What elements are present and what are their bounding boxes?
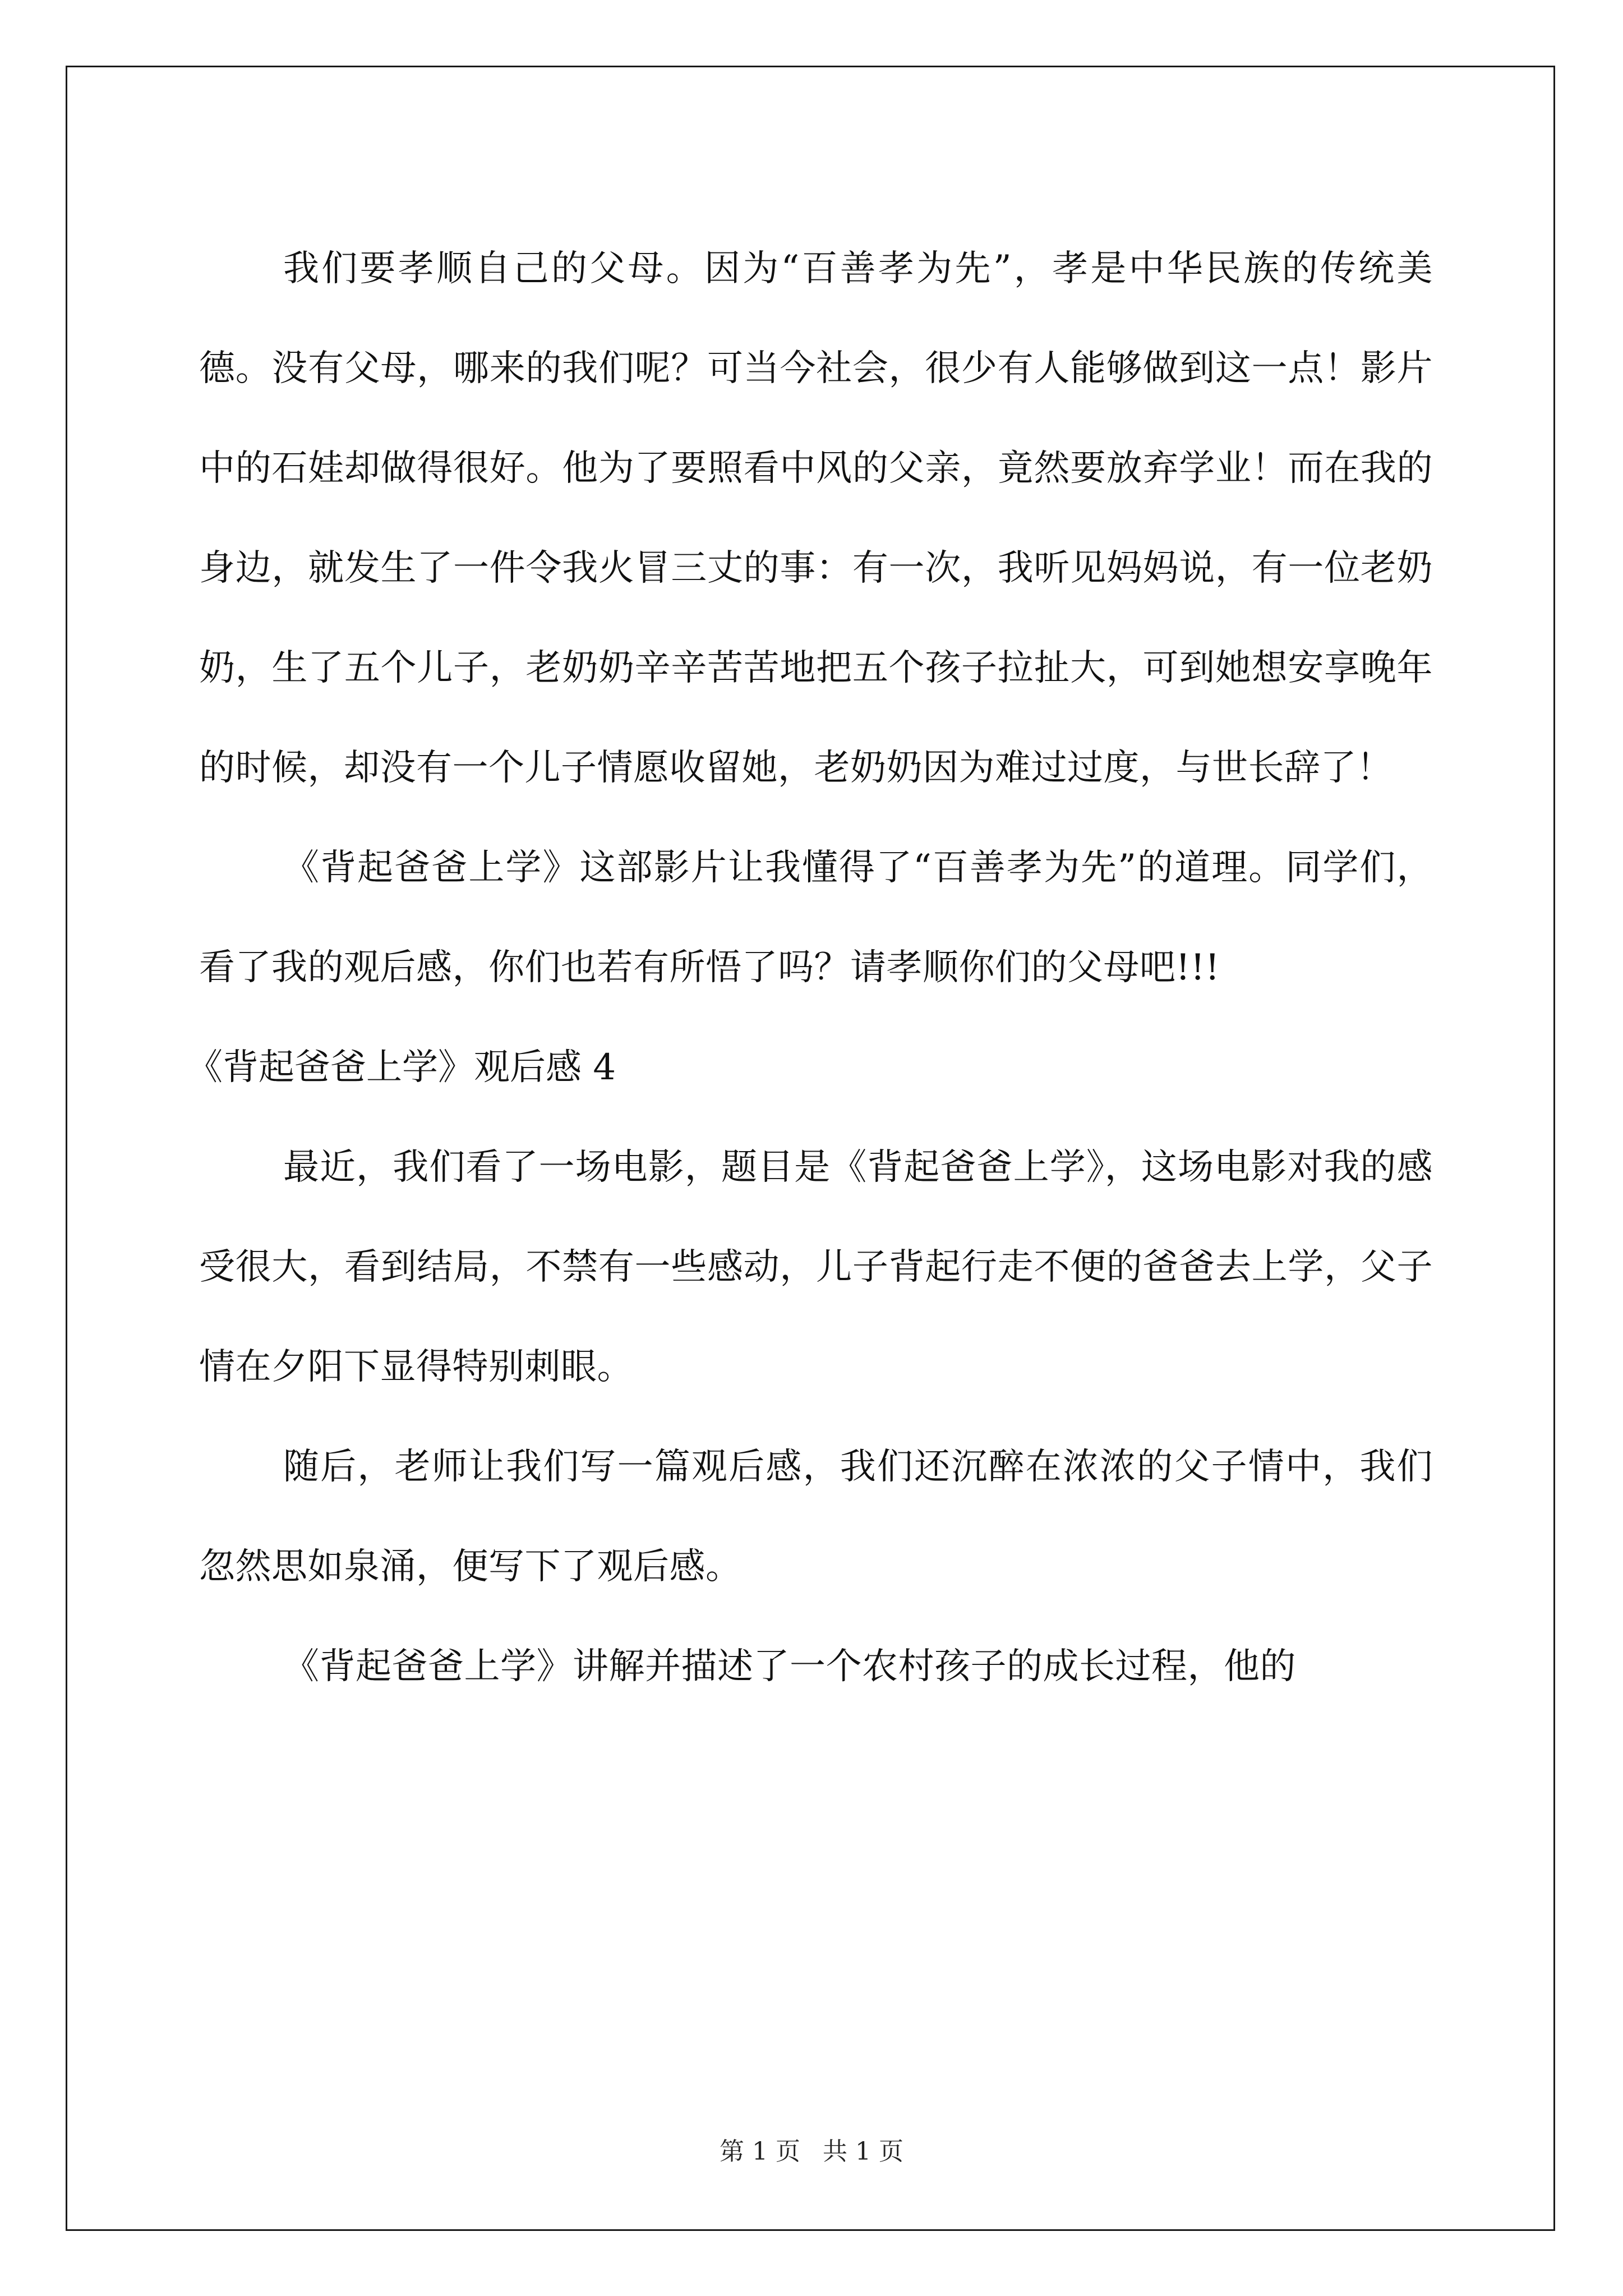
document-body bbox=[187, 219, 1433, 1717]
page-footer bbox=[0, 2135, 1623, 2169]
paragraph-recently: 最近，我们看了一场电影，题目是《背起爸爸上学》，这场电影对我的感受很大，看到结局，不禁有一些感动，儿子背起行走不便的爸爸去上学，父子情在夕阳下显得特别刺眼。 bbox=[199, 1147, 1433, 1388]
page-number-total: 共 1 页 bbox=[823, 2137, 903, 2166]
paragraph-afterwards: 随后，老师让我们写一篇观后感，我们还沉醉在浓浓的父子情中，我们忽然思如泉涌，便写下了观后感。 bbox=[199, 1446, 1433, 1588]
paragraph-conclusion: 《背起爸爸上学》这部影片让我懂得了“百善孝为先”的道理。同学们，看了我的观后感，你们也若有所悟了吗？请孝顺你们的父母吧!!! bbox=[199, 847, 1433, 988]
paragraph-film-description: 《背起爸爸上学》讲解并描述了一个农村孩子的成长过程，他的 bbox=[283, 1646, 1296, 1687]
section-heading: 《背起爸爸上学》观后感 4 bbox=[187, 1047, 616, 1088]
page-number-current: 第 1 页 bbox=[720, 2137, 800, 2166]
paragraph-filial-piety: 我们要孝顺自己的父母。因为“百善孝为先”，孝是中华民族的传统美德。没有父母，哪来的我们呢？可当今社会，很少有人能够做到这一点！影片中的石娃却做得很好。他为了要照看中风的父亲，竟然要放弃学业！而在我的身边，就发生了一件令我火冒三丈的事：有一次，我听见妈妈说，有一位老奶奶，生了五个儿子，老奶奶辛辛苦苦地把五个孩子拉扯大，可到她想安享晚年的时候，却没有一个儿子情愿收留她，老奶奶因为难过过度，与世长辞了！ bbox=[199, 248, 1433, 789]
